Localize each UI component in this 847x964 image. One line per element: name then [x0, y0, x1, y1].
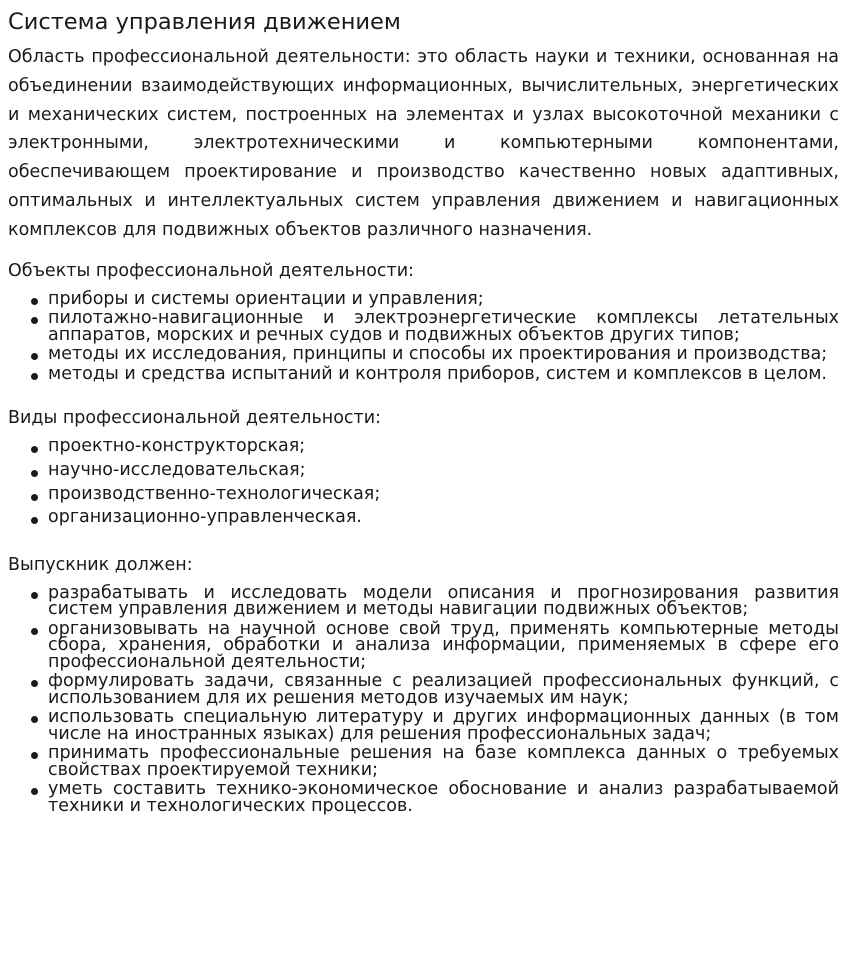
document	[0, 8, 839, 815]
list-item: научно-исследовательская;	[48, 460, 839, 484]
list-item: производственно-технологическая;	[48, 484, 839, 508]
list-item: методы их исследования, принципы и способы их проектирования и производства;	[48, 344, 839, 364]
activities-list	[8, 436, 839, 531]
graduate-heading: Выпускник должен:	[8, 555, 193, 576]
list-item: уметь составить технико-экономическое обоснование и анализ разрабатываемой техники и технологических процессов.	[48, 779, 839, 816]
list-item: разрабатывать и исследовать модели описания и прогнозирования развития систем управления движением и методы навигации подвижных объектов;	[48, 583, 839, 620]
list-item: проектно-конструкторская;	[48, 436, 839, 460]
list-item: методы и средства испытаний и контроля приборов, систем и комплексов в целом.	[48, 364, 839, 384]
list-item: формулировать задачи, связанные с реализацией профессиональных функций, с использованием для их решения методов изучаемых им наук;	[48, 671, 839, 708]
intro-paragraph: Область профессиональной деятельности: это область науки и техники, основанная на объединении взаимодействующих информационных, вычислительных, энергетических и механических систем, построенных на элементах и узлах высокоточной механики с электронными, электротехническими и компьютерными компонентами, обеспечивающем проектирование и производство качественно новых адаптивных, оптимальных и интеллектуальных систем управления движением и навигационных комплексов для подвижных объектов различного назначения.	[8, 47, 839, 240]
list-item: организационно-управленческая.	[48, 507, 839, 531]
objects-heading: Объекты профессиональной деятельности:	[8, 260, 414, 281]
list-item: организовывать на научной основе свой труд, применять компьютерные методы сбора, хранения, обработки и анализа информации, применяемых в сфере его профессиональной деятельности;	[48, 619, 839, 672]
list-item: использовать специальную литературу и других информационных данных (в том числе на иностранных языках) для решения профессиональных задач;	[48, 707, 839, 744]
graduate-list	[8, 583, 839, 815]
list-item: пилотажно-навигационные и электроэнергетические комплексы летательных аппаратов, морских и речных судов и подвижных объектов других типов;	[48, 308, 839, 345]
list-item: принимать профессиональные решения на базе комплекса данных о требуемых свойствах проектируемой техники;	[48, 743, 839, 780]
activities-heading: Виды профессиональной деятельности:	[8, 407, 382, 428]
list-item: приборы и системы ориентации и управления;	[48, 289, 839, 309]
page-title: Система управления движением	[8, 9, 401, 35]
objects-list	[8, 289, 839, 384]
